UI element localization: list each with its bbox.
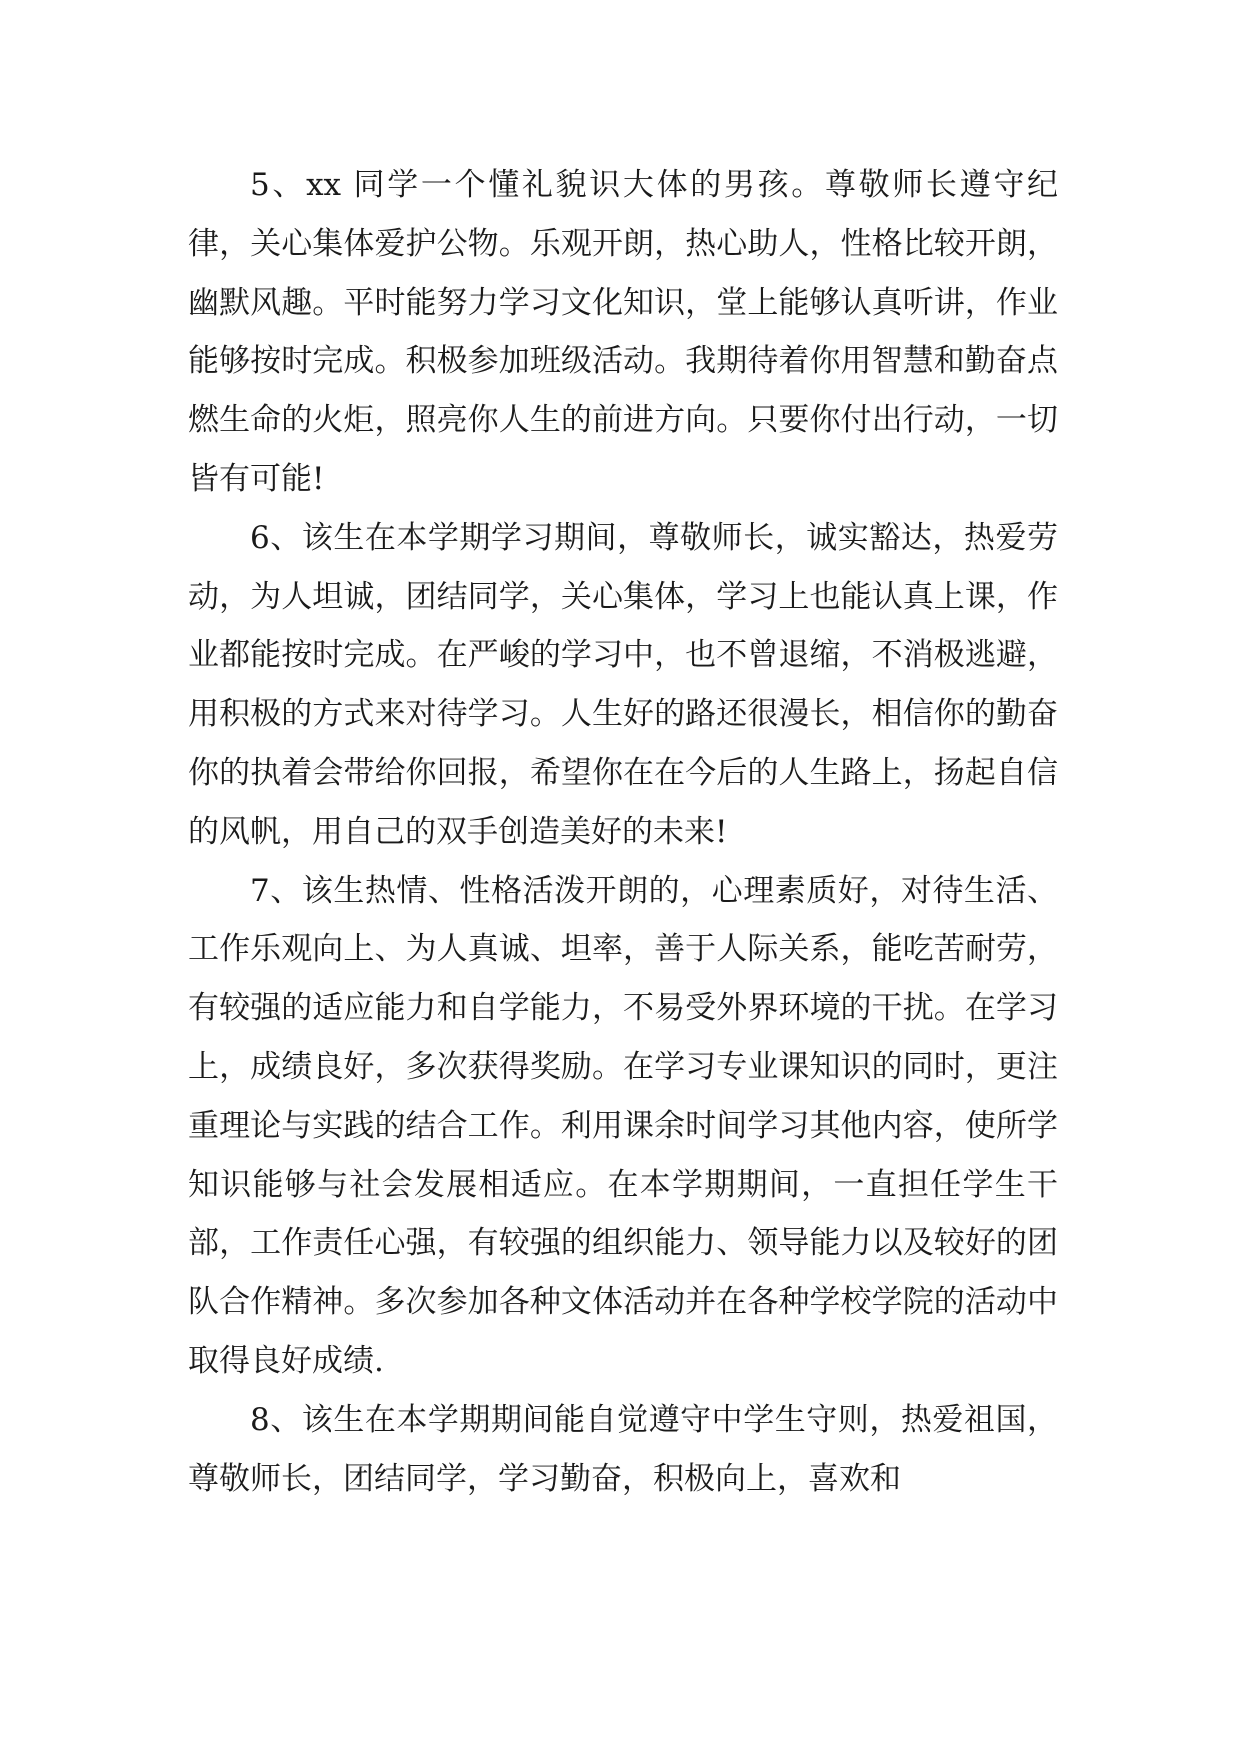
document-body xyxy=(188,156,1058,1508)
comment-paragraph-7: 7、该生热情、性格活泼开朗的，心理素质好，对待生活、工作乐观向上、为人真诚、坦率，善于人际关系，能吃苦耐劳，有较强的适应能力和自学能力，不易受外界环境的干扰。在学习上，成绩良好，多次获得奖励。在学习专业课知识的同时，更注重理论与实践的结合工作。利用课余时间学习其他内容，使所学知识能够与社会发展相适应。在本学期期间，一直担任学生干部，工作责任心强，有较强的组织能力、领导能力以及较好的团队合作精神。多次参加各种文体活动并在各种学校学院的活动中取得良好成绩. xyxy=(188,872,1058,1379)
comment-paragraph-6: 6、该生在本学期学习期间，尊敬师长，诚实豁达，热爱劳动，为人坦诚，团结同学，关心集体，学习上也能认真上课，作业都能按时完成。在严峻的学习中，也不曾退缩，不消极逃避，用积极的方式来对待学习。人生好的路还很漫长，相信你的勤奋你的执着会带给你回报，希望你在在今后的人生路上，扬起自信的风帆，用自己的双手创造美好的未来! xyxy=(188,519,1058,850)
comment-paragraph-8: 8、该生在本学期期间能自觉遵守中学生守则，热爱祖国，尊敬师长，团结同学，学习勤奋，积极向上，喜欢和 xyxy=(188,1401,1058,1497)
comment-paragraph-5: 5、xx 同学一个懂礼貌识大体的男孩。尊敬师长遵守纪律，关心集体爱护公物。乐观开朗，热心助人，性格比较开朗，幽默风趣。平时能努力学习文化知识，堂上能够认真听讲，作业能够按时完成。积极参加班级活动。我期待着你用智慧和勤奋点燃生命的火炬，照亮你人生的前进方向。只要你付出行动，一切皆有可能! xyxy=(188,167,1058,497)
